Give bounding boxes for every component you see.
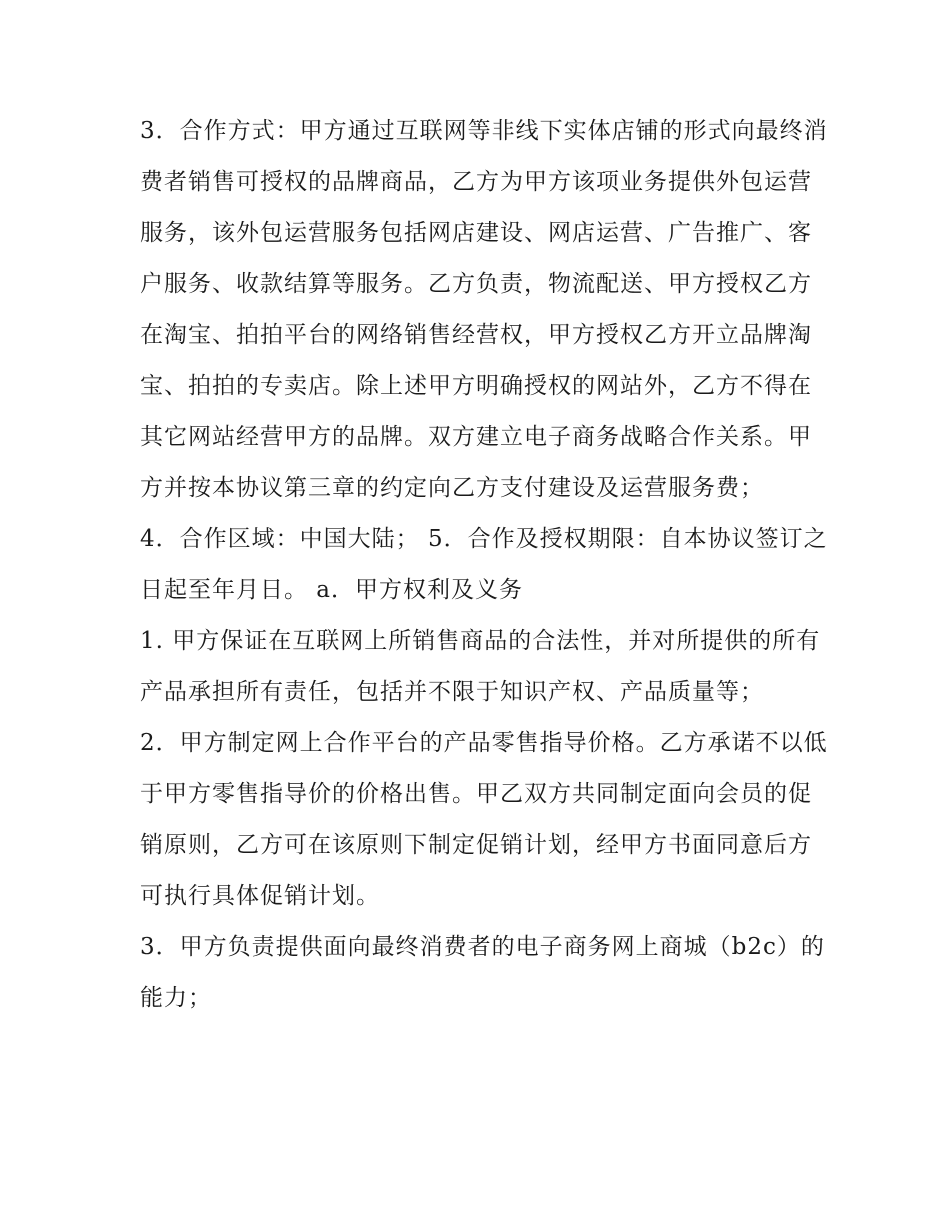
- paragraph-cooperation-region-term: 4．合作区域：中国大陆； 5．合作及授权期限：自本协议签订之日起至年月日。 a．甲方权利及义务: [140, 526, 828, 603]
- paragraph-cooperation-method: 3．合作方式：甲方通过互联网等非线下实体店铺的形式向最终消费者销售可授权的品牌商品，乙方为甲方该项业务提供外包运营服务，该外包运营服务包括网店建设、网店运营、广告推广、客户服务、收款结算等服务。乙方负责，物流配送、甲方授权乙方在淘宝、拍拍平台的网络销售经营权，甲方授权乙方开立品牌淘宝、拍拍的专卖店。除上述甲方明确授权的网站外，乙方不得在其它网站经营甲方的品牌。双方建立电子商务战略合作关系。甲方并按本协议第三章的约定向乙方支付建设及运营服务费；: [140, 118, 828, 501]
- paragraph-party-a-b2c: 3．甲方负责提供面向最终消费者的电子商务网上商城（b2c）的能力；: [140, 934, 825, 1011]
- document-body: [140, 106, 830, 1024]
- paragraph-party-a-legality: 1. 甲方保证在互联网上所销售商品的合法性，并对所提供的所有产品承担所有责任，包括并不限于知识产权、产品质量等；: [140, 628, 821, 705]
- paragraph-party-a-pricing: 2．甲方制定网上合作平台的产品零售指导价格。乙方承诺不以低于甲方零售指导价的价格出售。甲乙双方共同制定面向会员的促销原则，乙方可在该原则下制定促销计划，经甲方书面同意后方可执行具体促销计划。: [140, 730, 828, 909]
